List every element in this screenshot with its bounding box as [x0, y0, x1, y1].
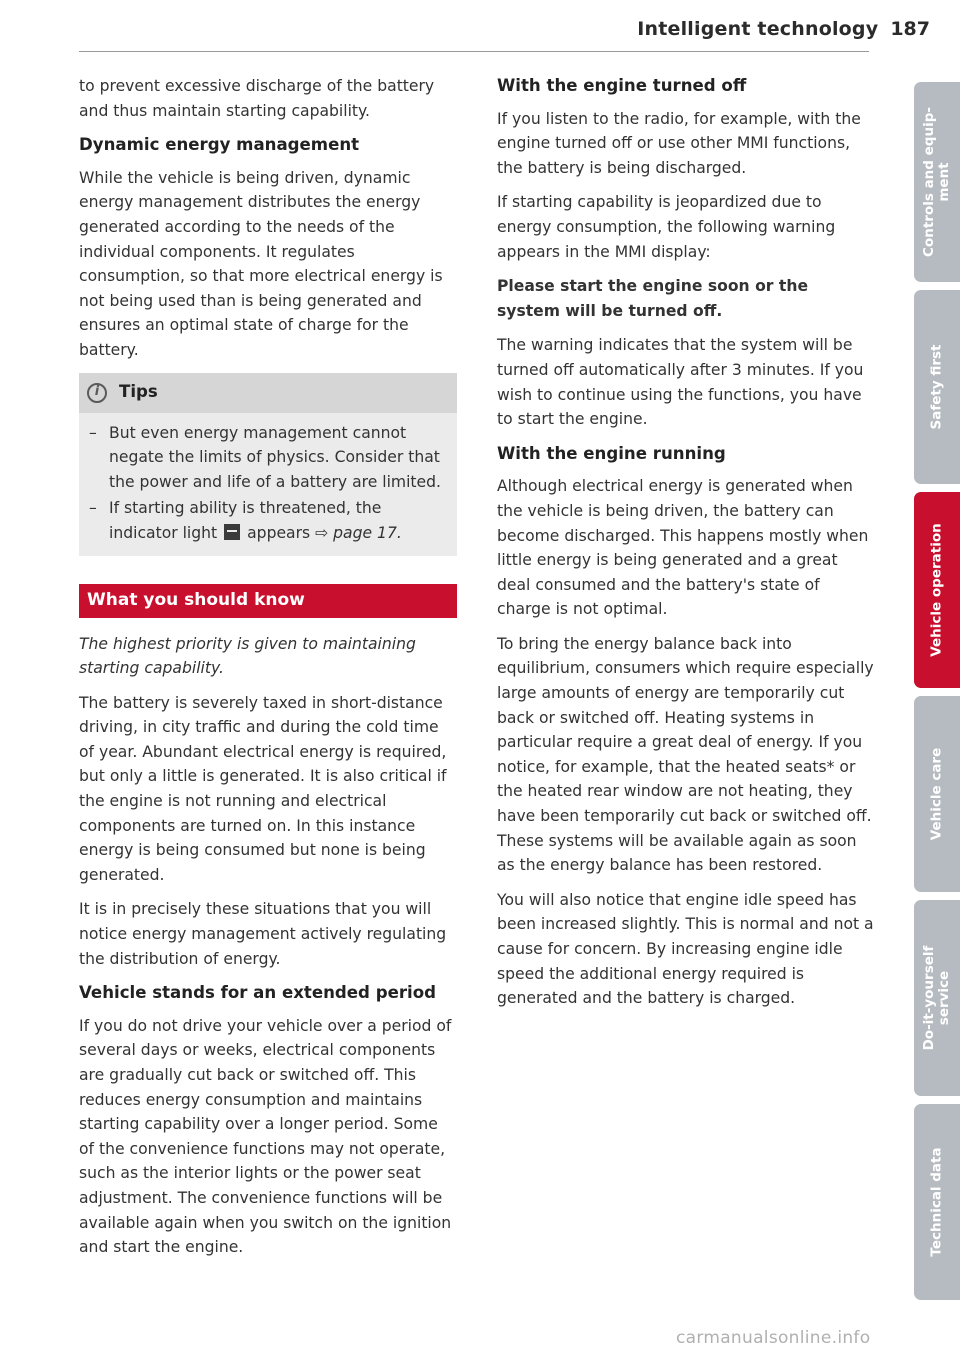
tips-item: – If starting ability is threatened, the indicator light appears ⇨ page 17. [89, 499, 402, 542]
tab-safety-first[interactable] [914, 290, 960, 484]
warning-message: Please start the engine soon or the system will be turned off. [497, 277, 809, 320]
page-number: 187 [890, 18, 930, 40]
tab-label: Controls and equip- ment [921, 107, 952, 257]
page-reference-link[interactable]: ⇨ page 17. [315, 523, 402, 542]
tab-label: Vehicle care [928, 747, 945, 841]
tab-controls-and-equipment[interactable] [914, 82, 960, 282]
heading-extended-period: Vehicle stands for an extended period [79, 983, 436, 1003]
tab-technical-data[interactable] [914, 1104, 960, 1300]
paragraph-engine-running: Although electrical energy is generated when the vehicle is being driven, the battery can become discharged. This happens mostly when little energy is being generated and a great deal consumed and the battery's state of charge is not optimal. [497, 477, 869, 619]
running-header [637, 18, 930, 54]
paragraph-continued: to prevent excessive discharge of the battery and thus maintain starting capability. [79, 77, 435, 120]
paragraph-extended-period: If you do not drive your vehicle over a period of several days or weeks, electrical components are gradually cut back or switched off. This reduces energy consumption and maintains starting capability over a longer period. Some of the convenience functions may not operate, such as the interior lights or the power seat adjustment. The convenience functions will be available again when you switch on the ignition and start the engine. [79, 1016, 452, 1257]
tips-header [79, 373, 457, 413]
tips-title: Tips [119, 382, 158, 402]
tab-label: Do-it-yourself service [921, 945, 952, 1051]
tab-vehicle-operation[interactable] [914, 492, 960, 688]
left-column [79, 74, 457, 1270]
heading-dynamic-energy: Dynamic energy management [79, 135, 360, 155]
tips-item-text: If starting ability is threatened, the indicator light [109, 499, 382, 542]
header-section-title: Intelligent technology [637, 18, 879, 40]
tips-item: – But even energy management cannot negate the limits of physics. Consider that the power and life of a battery are limited. [89, 423, 441, 491]
heading-engine-off: With the engine turned off [497, 76, 747, 95]
paragraph-dynamic-energy: While the vehicle is being driven, dynamic energy management distributes the energy generated according to the needs of the individual components. It regulates consumption, so that more electrical energy is not being used than is being generated and ensures an optimal state of charge for the battery. [79, 168, 443, 359]
info-icon: i [87, 383, 107, 403]
tips-list [87, 421, 449, 546]
paragraph-warning-intro: If starting capability is jeopardized due to energy consumption, the following warning appears in the MMI display: [497, 193, 836, 261]
tab-label: Vehicle operation [928, 523, 945, 657]
tips-item-text-end: appears [247, 523, 311, 542]
tab-label: Technical data [928, 1147, 945, 1257]
section-title-bar: What you should know [79, 584, 457, 618]
paragraph-energy-balance: To bring the energy balance back into equilibrium, consumers which require especially large amounts of energy are temporarily cut back or switched off. Heating systems in particular require a great deal of energy. If you notice, for example, that the heated seats* or the heated rear window are not heating, they have been temporarily cut back or switched off. These systems will be available again as soon as the energy balance has been restored. [497, 634, 874, 875]
paragraph-radio: If you listen to the radio, for example, with the engine turned off or use other MMI functions, the battery is being discharged. [497, 109, 861, 177]
watermark: carmanualsonline.info [676, 1328, 871, 1348]
paragraph-warning-info: The warning indicates that the system will be turned off automatically after 3 minutes. If you wish to continue using the functions, you have to start the engine. [497, 336, 864, 429]
section-intro: The highest priority is given to maintaining starting capability. [79, 634, 416, 678]
paragraph-idle-speed: You will also notice that engine idle speed has been increased slightly. This is normal and not a cause for concern. By increasing engine idle speed the additional energy required is generated and the battery is charged. [497, 890, 874, 1008]
paragraph-battery-taxed: The battery is severely taxed in short-distance driving, in city traffic and during the cold time of year. Abundant electrical energy is required, but only a little is generated. It is also critical if the engine is not running and electrical components are turned on. In this instance energy is being consumed but none is being generated. [79, 693, 447, 884]
tab-vehicle-care[interactable] [914, 696, 960, 892]
tips-box [79, 373, 457, 556]
right-column [497, 74, 875, 1021]
battery-warning-icon [224, 524, 240, 540]
heading-engine-running: With the engine running [497, 443, 726, 463]
tab-label: Safety first [928, 344, 945, 430]
paragraph-situations: It is in precisely these situations that you will notice energy management actively regulating the distribution of energy. [79, 900, 447, 968]
tips-item-text: But even energy management cannot negate the limits of physics. Consider that the power and life of a battery are limited. [109, 423, 441, 491]
tab-do-it-yourself-service[interactable] [914, 900, 960, 1096]
